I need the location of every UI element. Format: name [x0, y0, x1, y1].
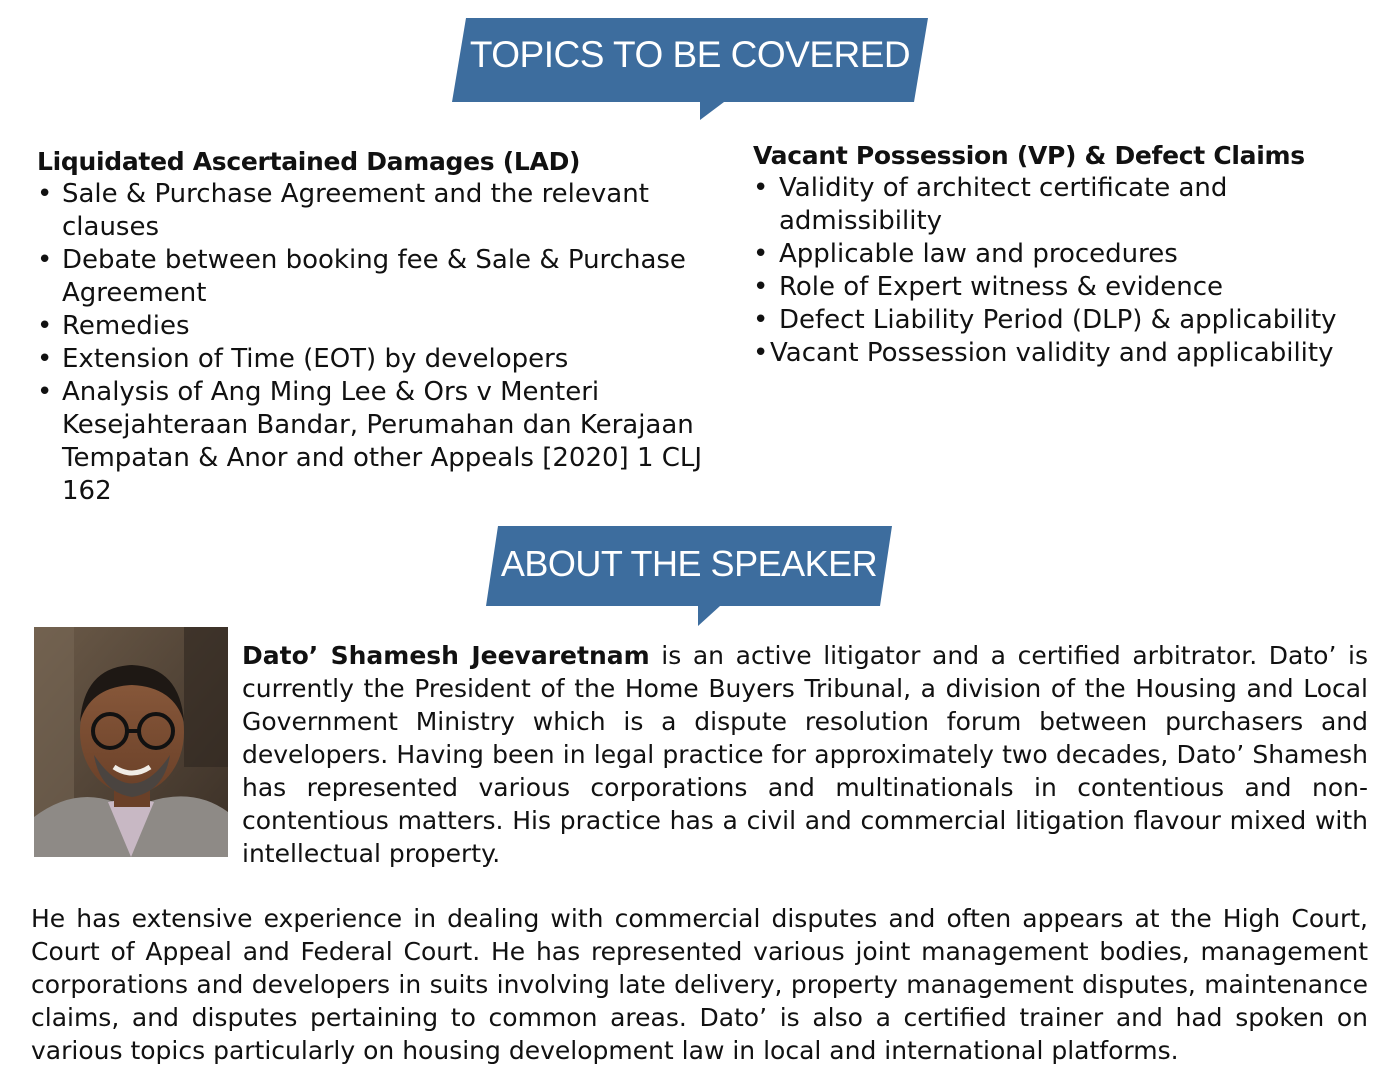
bullet-icon: • — [37, 179, 53, 209]
speaker-name: Dato’ Shamesh Jeevaretnam — [242, 641, 650, 670]
list-item — [753, 172, 1393, 238]
speaker-portrait-icon — [34, 627, 228, 857]
lad-item-3: Remedies — [62, 311, 190, 341]
lad-topics — [37, 145, 737, 508]
list-item — [753, 337, 1393, 370]
lad-item-2: Debate between booking fee & Sale & Purchase Agreement — [62, 245, 686, 308]
vp-item-3: Role of Expert witness & evidence — [779, 272, 1224, 302]
bullet-icon: • — [753, 305, 769, 335]
lad-item-4: Extension of Time (EOT) by developers — [62, 344, 569, 374]
vp-item-2: Applicable law and procedures — [779, 239, 1178, 269]
bullet-icon: • — [37, 311, 53, 341]
topics-banner — [452, 16, 928, 120]
speaker-bio-1 — [242, 639, 1368, 870]
vp-item-5: Vacant Possession validity and applicability — [770, 338, 1334, 368]
vp-list — [753, 172, 1393, 370]
lad-item-5: Analysis of Ang Ming Lee & Ors v Menteri Kesejahteraan Bandar, Perumahan dan Kerajaan Tempatan & Anor and other Appeals [2020] 1 CLJ 162 — [62, 377, 703, 506]
speaker-banner — [486, 524, 892, 626]
bullet-icon: • — [753, 239, 769, 269]
lad-heading: Liquidated Ascertained Damages (LAD) — [37, 147, 581, 176]
bullet-icon: • — [753, 173, 769, 203]
bullet-icon: • — [37, 377, 53, 407]
list-item — [753, 238, 1393, 271]
speaker-bio-2: He has extensive experience in dealing with commercial disputes and often appears at the High Court, Court of Appeal and Federal Court. He has represented various joint management bodies, management corporations and developers in suits involving late delivery, property management disputes, maintenance claims, and disputes pertaining to common areas. Dato’ is also a certified trainer and had spoken on various topics particularly on housing development law in local and international platforms. — [31, 904, 1368, 1065]
topics-banner-title: TOPICS TO BE COVERED — [469, 34, 911, 75]
list-item — [37, 343, 737, 376]
list-item — [753, 271, 1393, 304]
list-item — [753, 304, 1393, 337]
speaker-photo — [34, 627, 228, 857]
list-item — [37, 178, 737, 244]
bullet-icon: • — [753, 338, 769, 368]
bullet-icon: • — [37, 245, 53, 275]
vp-item-1: Validity of architect certificate and admissibility — [779, 173, 1228, 236]
vp-item-4: Defect Liability Period (DLP) & applicability — [779, 305, 1337, 335]
lad-list — [37, 178, 737, 508]
list-item — [37, 376, 737, 508]
vp-topics — [753, 139, 1393, 370]
list-item — [37, 244, 737, 310]
bullet-icon: • — [37, 344, 53, 374]
speaker-banner-title: ABOUT THE SPEAKER — [500, 543, 878, 584]
lad-item-1: Sale & Purchase Agreement and the relevant clauses — [62, 179, 649, 242]
vp-heading: Vacant Possession (VP) & Defect Claims — [753, 141, 1305, 170]
list-item — [37, 310, 737, 343]
speaker-bio-1-text: is an active litigator and a certified arbitrator. Dato’ is currently the President of the Home Buyers Tribunal, a division of the Housing and Local Government Ministry which is a dispute resolution forum between purchasers and developers. Having been in legal practice for approximately two decades, Dato’ Shamesh has represented various corporations and multinationals in contentious and non-contentious matters. His practice has a civil and commercial litigation flavour mixed with intellectual property. — [242, 641, 1368, 868]
bullet-icon: • — [753, 272, 769, 302]
